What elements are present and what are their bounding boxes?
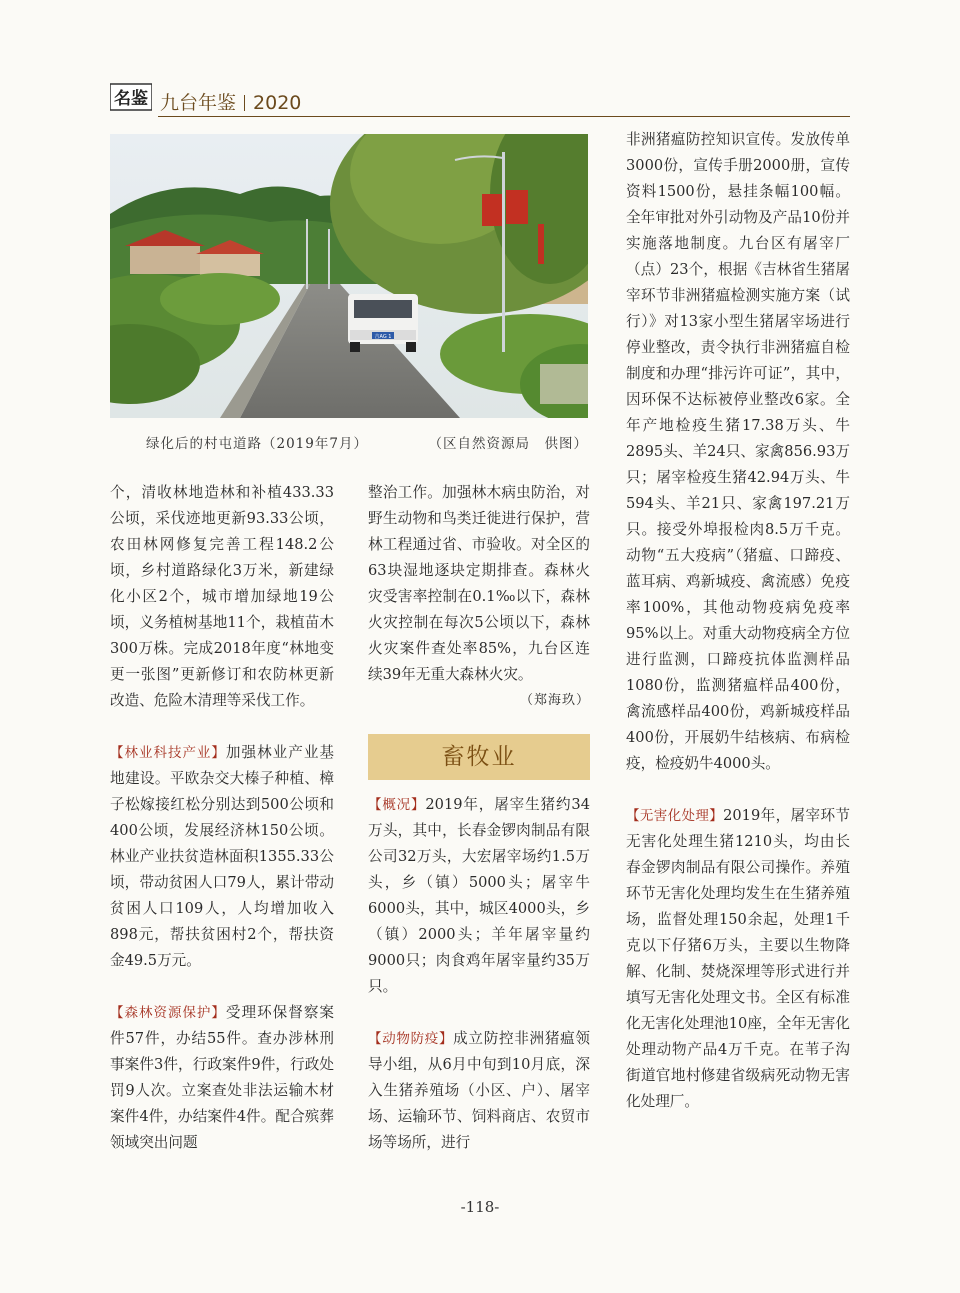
paragraph-text: 成立防控非洲猪瘟领导小组，从6月中旬到10月底，深入生猪养殖场（小区、户）、屠宰场、运输环节、饲料商店、农贸市场等场所，进行	[368, 1030, 590, 1151]
page-number: -118-	[460, 1198, 500, 1216]
yearbook-logo-icon	[110, 82, 152, 112]
svg-text:吉AG 1: 吉AG 1	[374, 334, 392, 340]
page-header	[110, 78, 850, 118]
forestry-tech-entry	[110, 740, 334, 974]
photo-credit: （区自然资源局 供图）	[428, 436, 588, 452]
epidemic-paragraph: 非洲猪瘟防控知识宣传。发放传单3000份，宣传手册2000册，宣传资料1500份，悬挂条幅100幅。全年审批对外引动物及产品10份并实施落地制度。九台区有屠宰厂（点）23个，根据《吉林省生猪屠宰环节非洲猪瘟检测实施方案（试行）》对13家小型生猪屠宰场进行停业整改，责令执行非洲猪瘟自检制度和办理“排污许可证”，其中，因环保不达标被停业整改6家。全年产地检疫生猪17.38万头、牛2895头、羊24只、家禽856.93万只；屠宰检疫生猪42.94万头、牛594头、羊21只、家禽197.21万只。接受外埠报检肉8.5万千克。动物“五大疫病”（猪瘟、口蹄疫、蓝耳病、鸡新城疫、禽流感）免疫率100%，其他动物疫病免疫率95%以上。对重大动物疫病全方位进行监测，口蹄疫抗体监测样品1080份，监测猪瘟样品400份，禽流感样品400份，鸡新城疫样品400份，开展奶牛结核病、布病检疫，检疫奶牛4000头。	[626, 131, 850, 772]
harmless-treatment-entry	[626, 803, 850, 1115]
section-heading: 【无害化处理】	[626, 808, 724, 824]
column-1	[110, 480, 334, 1156]
author-credit: （郑海玖）	[519, 693, 590, 708]
forest-protection-entry	[110, 1000, 334, 1156]
column-3	[626, 127, 850, 1115]
forest-fire-paragraph: 整治工作。加强林木病虫防治，对野生动物和鸟类迁徙进行保护，营林工程通过省、市验收。对全区的63块湿地逐块定期排查。森林火灾受害率控制在0.1‰以下，森林火灾控制在每次5公顷以下，森林火灾案件查处率85%，九台区连续39年无重大森林火灾。	[368, 484, 590, 683]
header-divider	[244, 95, 245, 111]
header-rule	[158, 116, 850, 117]
forestry-paragraph: 个，清收林地造林和补植433.33公顷，采伐迹地更新93.33公顷，农田林网修复完善工程148.2公顷，乡村道路绿化3万米，新建绿化小区2个，城市增加绿地19公顷，义务植树基地11个，栽植苗木300万株。完成2018年度“林地变更一张图”更新修订和农防林更新改造、危险木清理等采伐工作。	[110, 484, 334, 709]
section-heading: 【林业科技产业】	[110, 745, 226, 761]
column-2	[368, 480, 590, 1156]
svg-text:名鉴: 名鉴	[114, 89, 148, 109]
section-heading: 【森林资源保护】	[110, 1005, 226, 1021]
paragraph-text: 2019年，屠宰生猪约34万头，其中，长春金锣肉制品有限公司32万头，大宏屠宰场约1.5万头，乡（镇）5000头；屠宰牛6000头，其中，城区4000头，乡（镇）2000头；羊年屠宰量约9000只；肉食鸡年屠宰量约35万只。	[368, 796, 590, 995]
section-heading: 【概况】	[368, 797, 426, 813]
section-heading: 【动物防疫】	[368, 1031, 454, 1047]
paragraph-text: 加强林业产业基地建设。平欧杂交大榛子种植、樟子松嫁接红松分别达到500公顷和400公顷，发展经济林150公顷。林业产业扶贫造林面积1355.33公顷，带动贫困人口79人，累计带动贫困人口109人，人均增加收入898元，帮扶贫困村2个，帮扶资金49.5万元。	[110, 744, 334, 969]
yearbook-title	[160, 88, 301, 115]
overview-entry	[368, 792, 590, 1000]
yearbook-year: 2020	[253, 92, 302, 114]
epidemic-prevention-entry	[368, 1026, 590, 1156]
paragraph-text: 受理环保督察案件57件，办结55件。查办涉林刑事案件3件，行政案件9件，行政处罚9人次。立案查处非法运输木材案件4件，办结案件4件。配合殡葬领域突出问题	[110, 1004, 334, 1151]
paragraph-text: 2019年，屠宰环节无害化处理生猪1210头，均由长春金锣肉制品有限公司操作。养殖环节无害化处理均发生在生猪养殖场，监督处理150余起，处理1千克以下仔猪6万头，主要以生物降解、化制、焚烧深埋等形式进行并填写无害化处理文书。全区有标准化无害化处理池10座，全年无害化处理动物产品4万千克。在苇子沟街道官地村修建省级病死动物无害化处理厂。	[626, 807, 851, 1110]
photo-caption	[110, 432, 588, 452]
village-road-photo	[110, 134, 588, 418]
photo-caption-text: 绿化后的村屯道路（2019年7月）	[146, 436, 368, 452]
section-title-animal-husbandry: 畜牧业	[368, 734, 590, 780]
yearbook-name: 九台年鉴	[160, 92, 237, 114]
